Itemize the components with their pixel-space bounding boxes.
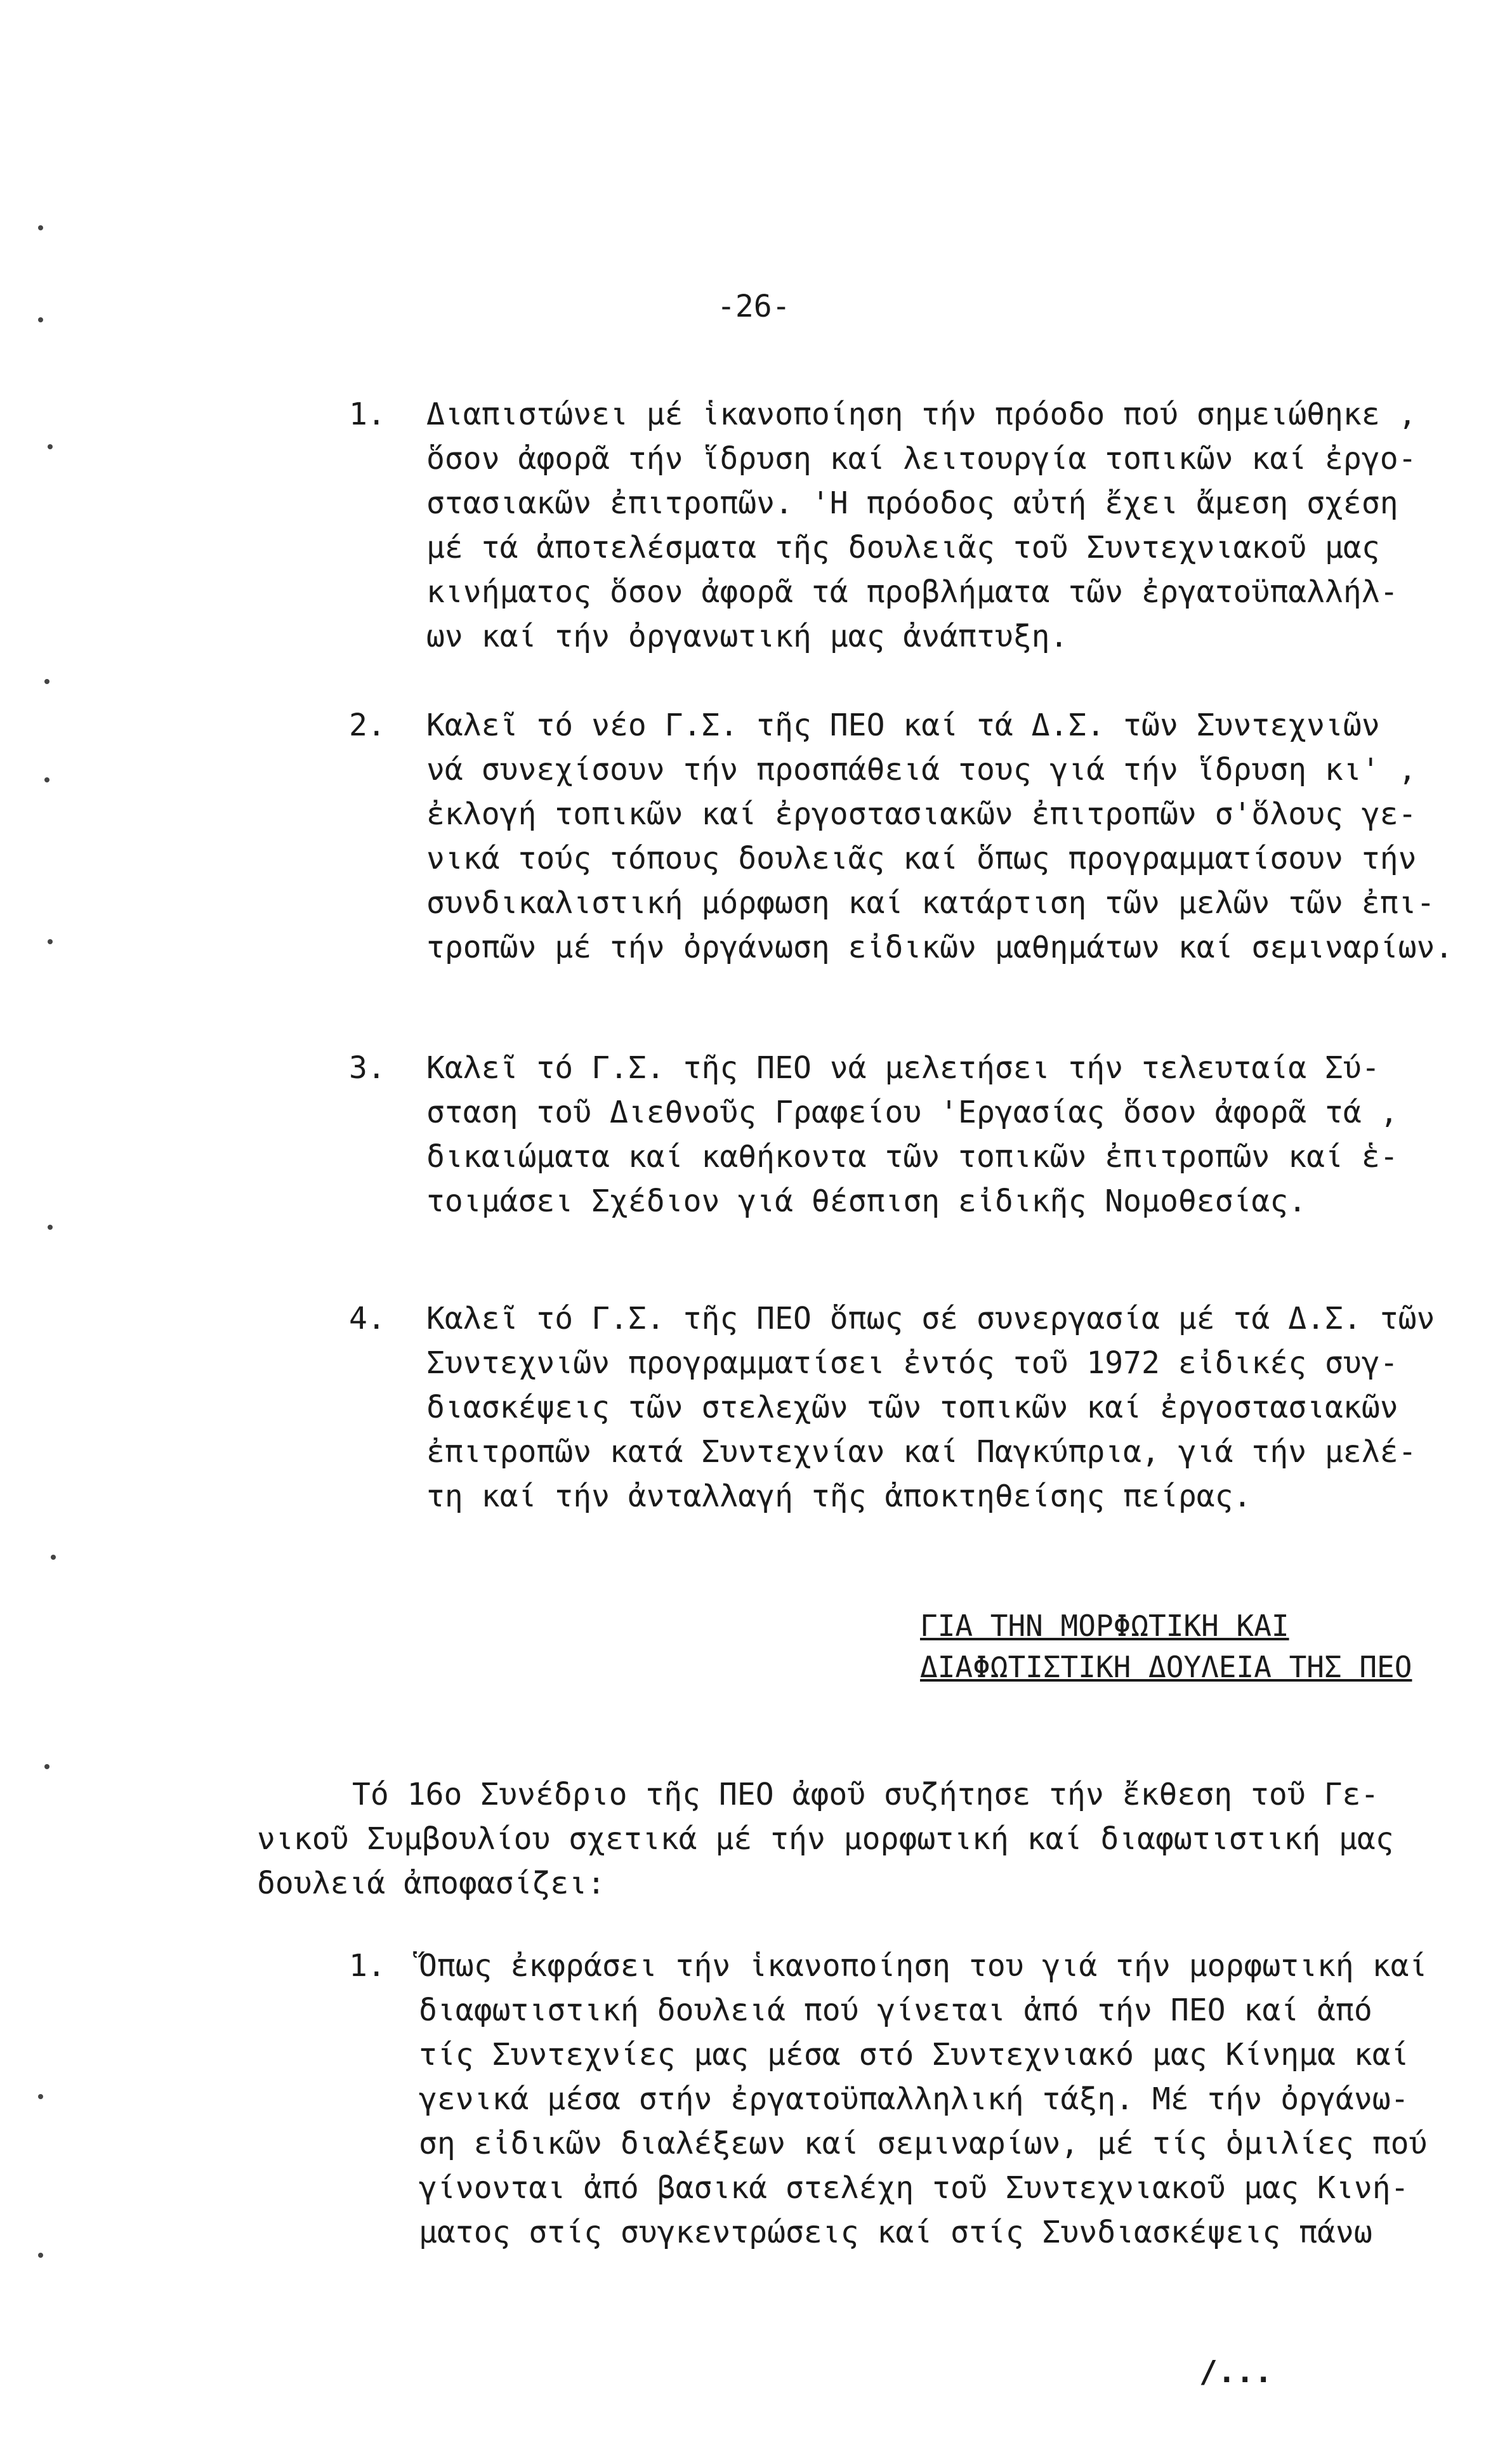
intro-text-line: Τό 16ο Συνέδριο τῆς ΠΕΟ ἀφοῦ συζήτησε τήν ἔκθεση τοῦ Γε- xyxy=(352,1777,1379,1812)
item-text-line: Καλεῖ τό Γ.Σ. τῆς ΠΕΟ ὅπως σέ συνεργασία μέ τά Δ.Σ. τῶν xyxy=(426,1301,1435,1336)
item-text-line: ση εἰδικῶν διαλέξεων καί σεμιναρίων, μέ τίς ὁμιλίες πού xyxy=(419,2126,1428,2161)
item-text-line: ὅσον ἀφορᾶ τήν ἵδρυση καί λειτουργία τοπικῶν καί ἐργο- xyxy=(426,441,1417,477)
scan-speck xyxy=(44,679,49,684)
item-text-line: Συντεχνιῶν προγραμματίσει ἐντός τοῦ 1972 εἰδικές συγ- xyxy=(426,1345,1398,1381)
item-text-line: τη καί τήν ἀνταλλαγή τῆς ἀποκτηθείσης πείρας. xyxy=(426,1479,1252,1514)
item-text-line: τροπῶν μέ τήν ὀργάνωση εἰδικῶν μαθημάτων καί σεμιναρίων. xyxy=(426,930,1454,965)
item-text-line: νά συνεχίσουν τήν προσπάθειά τους γιά τήν ἵδρυση κι' , xyxy=(426,752,1417,787)
item-text-line: ἐκλογή τοπικῶν καί ἐργοστασιακῶν ἐπιτροπῶν σ'ὅλους γε- xyxy=(426,796,1417,832)
item-text-line: τίς Συντεχνίες μας μέσα στό Συντεχνιακό μας Κίνημα καί xyxy=(419,2037,1409,2072)
scan-speck xyxy=(51,1555,56,1560)
scan-speck xyxy=(38,2253,43,2258)
scan-speck xyxy=(44,1764,49,1769)
item-text-line: δικαιώματα καί καθήκοντα τῶν τοπικῶν ἐπιτροπῶν καί ἑ- xyxy=(426,1139,1398,1175)
item-text-line: μέ τά ἀποτελέσματα τῆς δουλειᾶς τοῦ Συντεχνιακοῦ μας xyxy=(426,530,1380,565)
item-number: 3. xyxy=(349,1050,386,1086)
item-text-line: ἐπιτροπῶν κατά Συντεχνίαν καί Παγκύπρια, γιά τήν μελέ- xyxy=(426,1434,1417,1470)
scan-speck xyxy=(38,225,43,230)
item-number: 4. xyxy=(349,1301,386,1336)
page-number: -26- xyxy=(717,289,791,324)
section-heading-line-1: ΓΙΑ ΤΗΝ ΜΟΡΦΩΤΙΚΗ ΚΑΙ xyxy=(920,1609,1289,1643)
item-text-line: ματος στίς συγκεντρώσεις καί στίς Συνδιασκέψεις πάνω xyxy=(419,2215,1372,2250)
item-text-line: συνδικαλιστική μόρφωση καί κατάρτιση τῶν μελῶν τῶν ἐπι- xyxy=(426,885,1435,921)
item-text-line: γενικά μέσα στήν ἐργατοϋπαλληλική τάξη. Μέ τήν ὀργάνω- xyxy=(419,2081,1409,2117)
item-text-line: Ὅπως ἐκφράσει τήν ἱκανοποίηση του γιά τήν μορφωτική καί xyxy=(419,1948,1428,1984)
item-text-line: Διαπιστώνει μέ ἱκανοποίηση τήν πρόοδο πού σημειώθηκε , xyxy=(426,397,1417,432)
item-text-line: Καλεῖ τό νέο Γ.Σ. τῆς ΠΕΟ καί τά Δ.Σ. τῶν Συντεχνιῶν xyxy=(426,708,1380,743)
item-number: 2. xyxy=(349,708,386,743)
item-text-line: διασκέψεις τῶν στελεχῶν τῶν τοπικῶν καί ἐργοστασιακῶν xyxy=(426,1390,1398,1425)
scan-speck xyxy=(48,1225,53,1230)
section-heading-line-2: ΔΙΑΦΩΤΙΣΤΙΚΗ ΔΟΥΛΕΙΑ ΤΗΣ ΠΕΟ xyxy=(920,1650,1412,1684)
item-text-line: διαφωτιστική δουλειά πού γίνεται ἀπό τήν ΠΕΟ καί ἀπό xyxy=(419,1993,1372,2028)
item-number: 1. xyxy=(349,397,386,432)
item-text-line: γίνονται ἀπό βασικά στελέχη τοῦ Συντεχνιακοῦ μας Κινή- xyxy=(419,2170,1409,2206)
scan-speck xyxy=(44,777,49,782)
item-number: 1. xyxy=(349,1948,386,1984)
scan-speck xyxy=(48,939,53,944)
item-text-line: νικά τούς τόπους δουλειᾶς καί ὅπως προγραμματίσουν τήν xyxy=(426,841,1417,876)
intro-text-line: νικοῦ Συμβουλίου σχετικά μέ τήν μορφωτική καί διαφωτιστική μας xyxy=(257,1821,1394,1857)
continuation-mark: /... xyxy=(1199,2354,1273,2390)
item-text-line: ων καί τήν ὀργανωτική μας ἀνάπτυξη. xyxy=(426,619,1068,654)
item-text-line: σταση τοῦ Διεθνοῦς Γραφείου 'Εργασίας ὅσον ἀφορᾶ τά , xyxy=(426,1095,1398,1130)
item-text-line: τοιμάσει Σχέδιον γιά θέσπιση εἰδικῆς Νομοθεσίας. xyxy=(426,1183,1307,1219)
scan-speck xyxy=(38,317,43,322)
item-text-line: Καλεῖ τό Γ.Σ. τῆς ΠΕΟ νά μελετήσει τήν τελευταία Σύ- xyxy=(426,1050,1380,1086)
scan-speck xyxy=(48,444,53,449)
scan-speck xyxy=(38,2094,43,2099)
intro-text-line: δουλειά ἀποφασίζει: xyxy=(257,1866,606,1901)
item-text-line: στασιακῶν ἐπιτροπῶν. 'Η πρόοδος αὐτή ἔχει ἄμεση σχέση xyxy=(426,485,1398,521)
item-text-line: κινήματος ὅσον ἀφορᾶ τά προβλήματα τῶν ἐργατοϋπαλλήλ- xyxy=(426,574,1398,610)
